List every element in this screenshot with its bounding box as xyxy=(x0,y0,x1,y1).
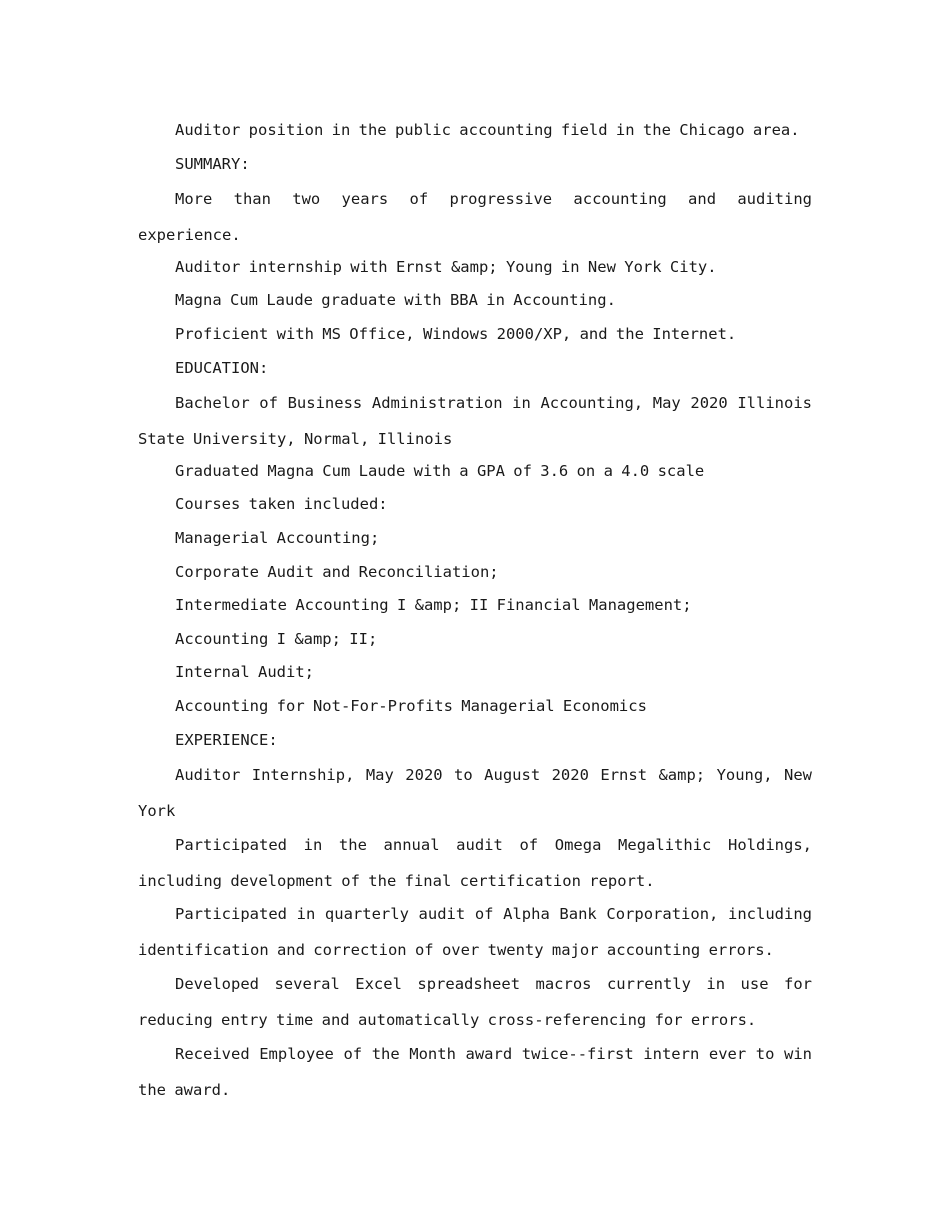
course-item: Accounting I &amp; II; xyxy=(175,629,378,648)
experience-position: Auditor Internship, May 2020 to August 2020 Ernst &amp; Young, New York xyxy=(138,766,812,821)
experience-bullet: Received Employee of the Month award twice--first intern ever to win the award. xyxy=(138,1044,812,1099)
course-item: Intermediate Accounting I &amp; II Financial Management; xyxy=(175,596,692,615)
experience-bullet: Developed several Excel spreadsheet macros currently in use for reducing entry time and automatically cross-referencing for errors. xyxy=(138,974,812,1029)
course-item: Accounting for Not-For-Profits Managerial Economics xyxy=(175,696,647,715)
experience-bullet: Participated in the annual audit of Omega Megalithic Holdings, including development of the final certification report. xyxy=(138,835,812,890)
education-degree: Bachelor of Business Administration in Accounting, May 2020 Illinois State University, Normal, Illinois xyxy=(138,394,812,449)
experience-bullet: Participated in quarterly audit of Alpha Bank Corporation, including identification and correction of over twenty major accounting errors. xyxy=(138,905,812,960)
experience-heading: EXPERIENCE: xyxy=(175,730,278,749)
summary-skills: Proficient with MS Office, Windows 2000/XP, and the Internet. xyxy=(175,324,737,343)
summary-graduate: Magna Cum Laude graduate with BBA in Accounting. xyxy=(175,291,616,310)
courses-heading: Courses taken included: xyxy=(175,495,388,514)
course-item: Corporate Audit and Reconciliation; xyxy=(175,562,499,581)
objective-text: Auditor position in the public accounting field in the Chicago area. xyxy=(175,121,800,139)
summary-internship: Auditor internship with Ernst &amp; Young in New York City. xyxy=(175,257,717,276)
summary-heading: SUMMARY: xyxy=(175,154,250,173)
education-heading: EDUCATION: xyxy=(175,358,269,377)
course-item: Managerial Accounting; xyxy=(175,528,380,547)
summary-experience: More than two years of progressive accounting and auditing experience. xyxy=(138,190,812,245)
course-item: Internal Audit; xyxy=(175,663,314,682)
resume-body xyxy=(138,114,812,1105)
education-gpa: Graduated Magna Cum Laude with a GPA of 3.6 on a 4.0 scale xyxy=(175,461,705,480)
